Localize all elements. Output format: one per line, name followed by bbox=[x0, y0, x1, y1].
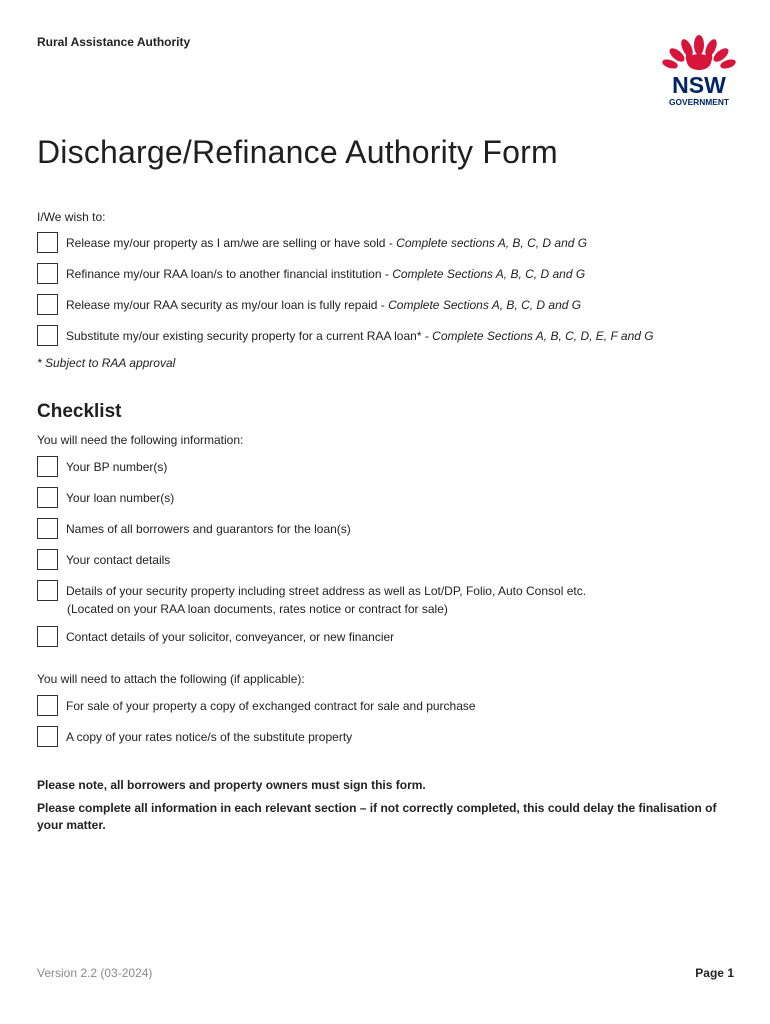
form-title: Discharge/Refinance Authority Form bbox=[37, 134, 558, 170]
complete-note: Please complete all information in each relevant section – if not correctly completed, this could delay the finalisation of your matter. bbox=[37, 801, 717, 832]
checklist-item: Contact details of your solicitor, conveyancer, or new financier bbox=[37, 626, 757, 657]
svg-text:NSW: NSW bbox=[672, 72, 726, 98]
option-substitute-security: Substitute my/our existing security property for a current RAA loan* - Complete Sections A, B, C, D, E, F and G bbox=[37, 325, 757, 356]
checklist-item: Your BP number(s) bbox=[37, 456, 757, 487]
checklist-item: Names of all borrowers and guarantors for the loan(s) bbox=[37, 518, 757, 549]
wish-intro: I/We wish to: bbox=[37, 210, 106, 224]
checklist-item: Details of your security property including street address as well as Lot/DP, Folio, Auto Consol etc. (Located on your RAA loan documents, rates notice or contract for sale) bbox=[37, 580, 757, 626]
wish-options bbox=[37, 232, 757, 356]
organisation-name: Rural Assistance Authority bbox=[37, 35, 191, 49]
option-checkbox[interactable] bbox=[37, 294, 58, 315]
page-number: Page 1 bbox=[695, 966, 734, 980]
checklist-item-detail: (Located on your RAA loan documents, rates notice or contract for sale) bbox=[67, 602, 448, 616]
checklist-checkbox[interactable] bbox=[37, 626, 58, 647]
version-label: Version 2.2 (03-2024) bbox=[37, 966, 153, 980]
waratah-flower-icon bbox=[661, 35, 737, 70]
attach-checkbox[interactable] bbox=[37, 695, 58, 716]
option-checkbox[interactable] bbox=[37, 263, 58, 284]
checklist-item: Your contact details bbox=[37, 549, 757, 580]
option-release-security: Release my/our RAA security as my/our loan is fully repaid - Complete Sections A, B, C, D and G bbox=[37, 294, 757, 325]
checklist-checkbox[interactable] bbox=[37, 580, 58, 601]
option-release-property: Release my/our property as I am/we are selling or have sold - Complete sections A, B, C, D and G bbox=[37, 232, 757, 263]
checklist-item: Your loan number(s) bbox=[37, 487, 757, 518]
checklist-checkbox[interactable] bbox=[37, 518, 58, 539]
approval-note: * Subject to RAA approval bbox=[37, 356, 176, 370]
checklist-items bbox=[37, 456, 757, 657]
option-checkbox[interactable] bbox=[37, 325, 58, 346]
checklist-checkbox[interactable] bbox=[37, 549, 58, 570]
checklist-intro: You will need the following information: bbox=[37, 433, 244, 447]
attach-item: For sale of your property a copy of exchanged contract for sale and purchase bbox=[37, 695, 757, 726]
checklist-checkbox[interactable] bbox=[37, 487, 58, 508]
nsw-government-logo bbox=[660, 34, 738, 108]
attach-item: A copy of your rates notice/s of the substitute property bbox=[37, 726, 757, 757]
sign-note: Please note, all borrowers and property owners must sign this form. bbox=[37, 778, 426, 792]
checklist-checkbox[interactable] bbox=[37, 456, 58, 477]
attach-checkbox[interactable] bbox=[37, 726, 58, 747]
svg-text:GOVERNMENT: GOVERNMENT bbox=[668, 97, 730, 107]
option-refinance: Refinance my/our RAA loan/s to another financial institution - Complete Sections A, B, C, D and G bbox=[37, 263, 757, 294]
option-checkbox[interactable] bbox=[37, 232, 58, 253]
checklist-heading: Checklist bbox=[37, 401, 122, 422]
attach-intro: You will need to attach the following (if applicable): bbox=[37, 672, 305, 686]
attach-items bbox=[37, 695, 757, 757]
